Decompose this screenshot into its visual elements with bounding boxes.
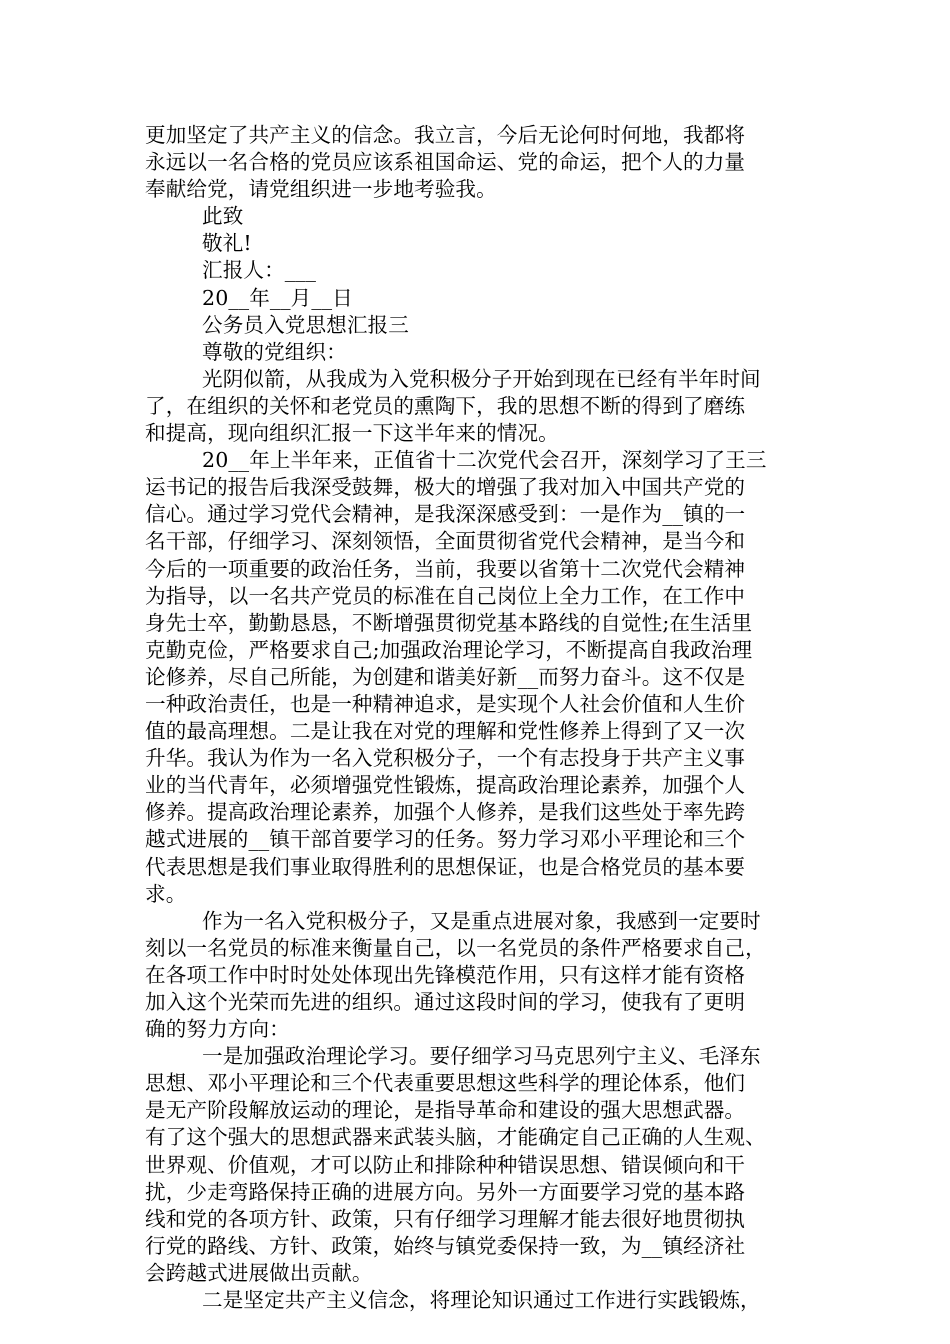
text-line: 会跨越式进展做出贡献。 xyxy=(145,1260,373,1285)
text-line: 尊敬的党组织： xyxy=(202,339,347,364)
text-line: 为指导，以一名共产党员的标准在自己岗位上全力工作，在工作中 xyxy=(145,583,746,608)
text-line: 求。 xyxy=(145,881,187,906)
text-line: 是无产阶段解放运动的理论，是指导革命和建设的强大思想武器。 xyxy=(145,1098,746,1123)
text-line: 奉献给党，请党组织进一步地考验我。 xyxy=(145,177,497,202)
text-line: 20__年__月__日 xyxy=(202,285,353,310)
text-line: 名干部，仔细学习、深刻领悟，全面贯彻省党代会精神，是当今和 xyxy=(145,529,746,554)
text-line: 二是坚定共产主义信念，将理论知识通过工作进行实践锻炼， xyxy=(202,1288,761,1313)
text-line: 代表思想是我们事业取得胜利的思想保证，也是合格党员的基本要 xyxy=(145,854,746,879)
document-body xyxy=(145,122,810,1314)
text-line: 值的最高理想。二是让我在对党的理解和党性修养上得到了又一次 xyxy=(145,719,746,744)
text-line: 了，在组织的关怀和老党员的熏陶下，我的思想不断的得到了磨练 xyxy=(145,393,746,418)
text-line: 有了这个强大的思想武器来武装头脑，才能确定自己正确的人生观、 xyxy=(145,1125,766,1150)
text-line: 公务员入党思想汇报三 xyxy=(202,312,409,337)
text-line: 论修养，尽自己所能，为创建和谐美好新__而努力奋斗。这不仅是 xyxy=(145,664,746,689)
text-line: 汇报人：___ xyxy=(202,258,316,283)
text-line: 身先士卒，勤勤恳恳，不断增强贯彻党基本路线的自觉性;在生活里 xyxy=(145,610,753,635)
text-line: 运书记的报告后我深受鼓舞，极大的增强了我对加入中国共产党的 xyxy=(145,475,746,500)
text-line: 世界观、价值观，才可以防止和排除种种错误思想、错误倾向和干 xyxy=(145,1152,746,1177)
text-line: 一种政治责任，也是一种精神追求，是实现个人社会价值和人生价 xyxy=(145,691,746,716)
text-line: 扰，少走弯路保持正确的进展方向。另外一方面要学习党的基本路 xyxy=(145,1179,746,1204)
text-line: 克勤克俭，严格要求自己;加强政治理论学习，不断提高自我政治理 xyxy=(145,637,753,662)
text-line: 信心。通过学习党代会精神，是我深深感受到：一是作为__镇的一 xyxy=(145,502,746,527)
text-line: 和提高，现向组织汇报一下这半年来的情况。 xyxy=(145,421,559,446)
text-line: 永远以一名合格的党员应该系祖国命运、党的命运，把个人的力量 xyxy=(145,150,746,175)
text-line: 思想、邓小平理论和三个代表重要思想这些科学的理论体系，他们 xyxy=(145,1071,746,1096)
text-line: 修养。提高政治理论素养，加强个人修养，是我们这些处于率先跨 xyxy=(145,800,746,825)
text-line: 光阴似箭，从我成为入党积极分子开始到现在已经有半年时间 xyxy=(202,366,761,391)
text-line: 更加坚定了共产主义的信念。我立言，今后无论何时何地，我都将 xyxy=(145,123,746,147)
text-line: 行党的路线、方针、政策，始终与镇党委保持一致，为__镇经济社 xyxy=(145,1233,746,1258)
text-line: 此致 xyxy=(202,204,244,229)
text-line: 一是加强政治理论学习。要仔细学习马克思列宁主义、毛泽东 xyxy=(202,1044,761,1069)
text-line: 今后的一项重要的政治任务，当前，我要以省第十二次党代会精神 xyxy=(145,556,746,581)
text-line: 敬礼! xyxy=(202,231,252,256)
text-line: 确的努力方向： xyxy=(145,1017,290,1042)
text-line: 加入这个光荣而先进的组织。通过这段时间的学习，使我有了更明 xyxy=(145,990,746,1014)
text-line: 线和党的各项方针、政策，只有仔细学习理解才能去很好地贯彻执 xyxy=(145,1206,746,1231)
text-line: 20__年上半年来，正值省十二次党代会召开，深刻学习了王三 xyxy=(202,448,767,473)
text-line: 越式进展的__镇干部首要学习的任务。努力学习邓小平理论和三个 xyxy=(145,827,746,852)
text-line: 升华。我认为作为一名入党积极分子，一个有志投身于共产主义事 xyxy=(145,746,746,771)
text-line: 业的当代青年，必须增强党性锻炼，提高政治理论素养，加强个人 xyxy=(145,773,746,798)
text-line: 作为一名入党积极分子，又是重点进展对象，我感到一定要时 xyxy=(202,908,761,933)
text-line: 在各项工作中时时处处体现出先锋模范作用，只有这样才能有资格 xyxy=(145,962,746,987)
text-line: 刻以一名党员的标准来衡量自己，以一名党员的条件严格要求自己， xyxy=(145,935,766,960)
